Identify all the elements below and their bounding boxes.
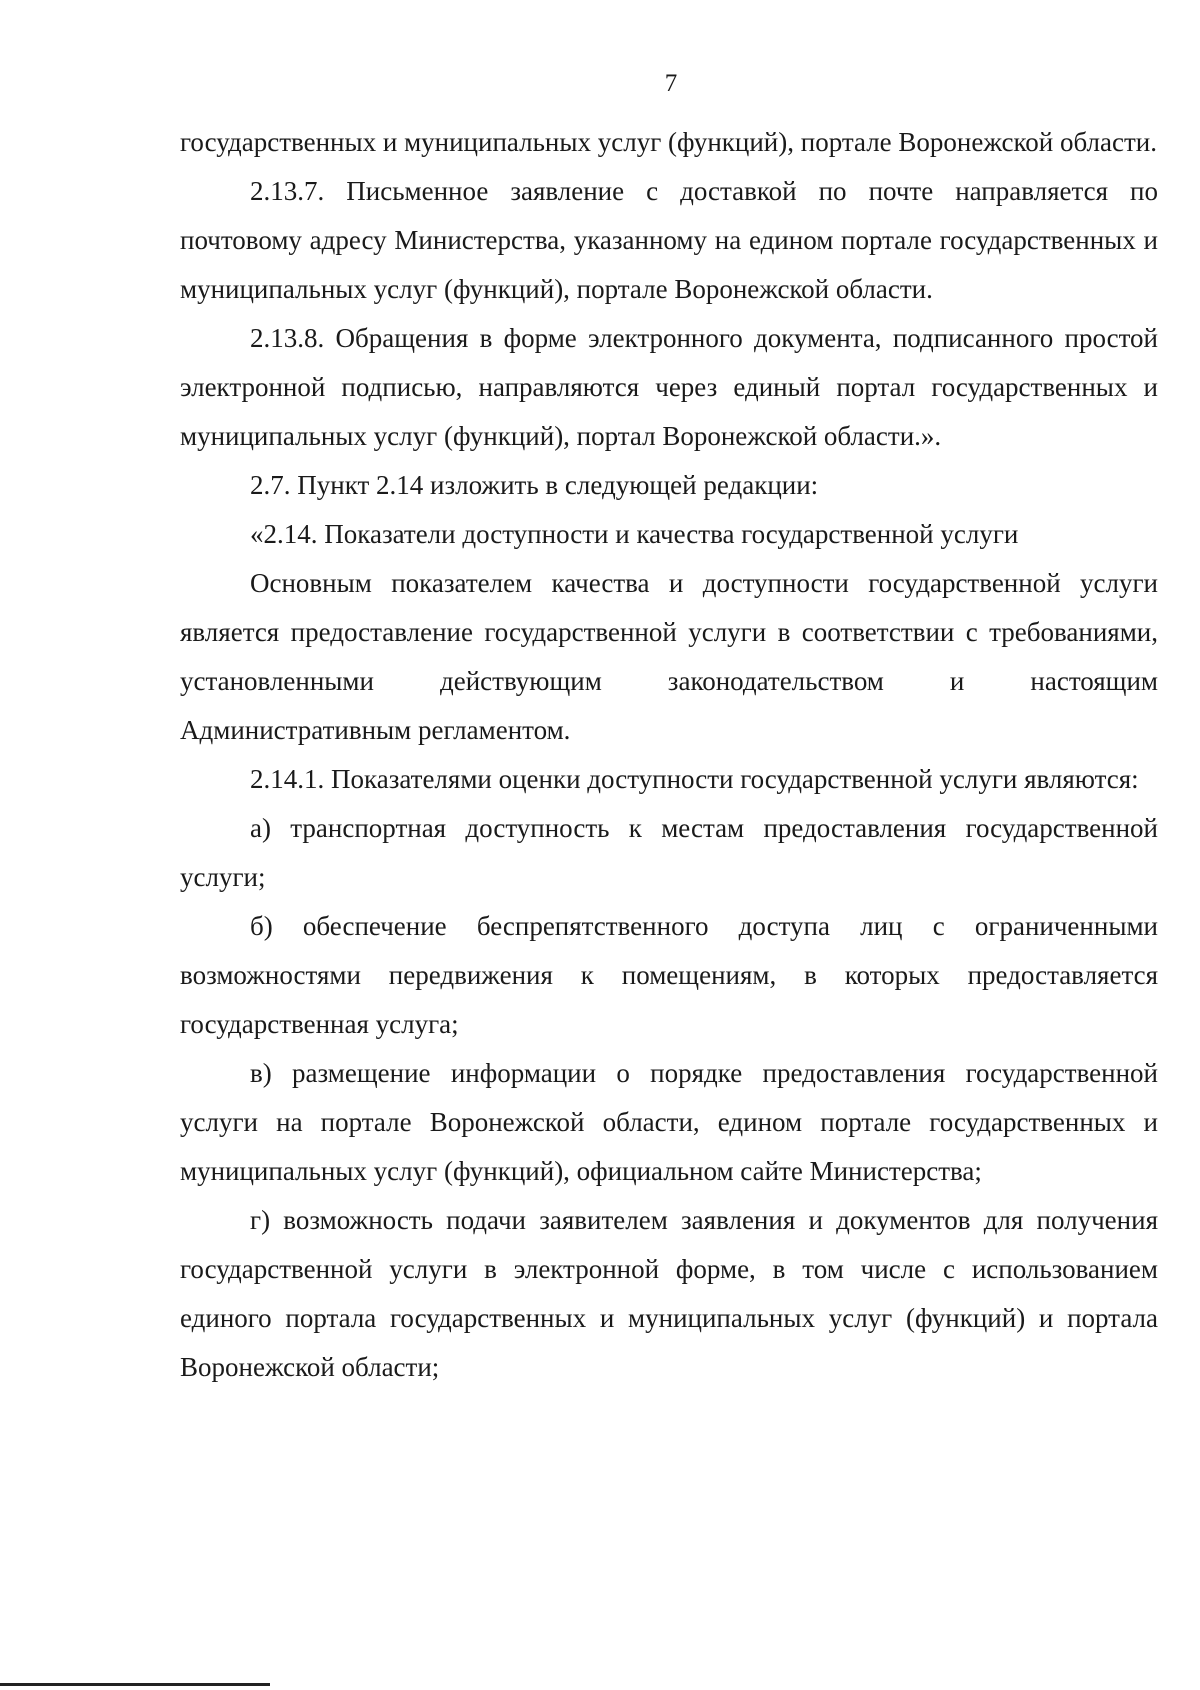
- list-item-v: в) размещение информации о порядке предоставления государственной услуги на портале Воронежской области, едином портале государственных и муниципальных услуг (функций), официальном сайте Министерства;: [180, 1058, 1158, 1186]
- paragraph-2-14-1: 2.14.1. Показателями оценки доступности государственной услуги являются:: [250, 764, 1139, 794]
- paragraph-main-indicator: Основным показателем качества и доступности государственной услуги является предоставление государственной услуги в соответствии с требованиями, установленными действующим законодательством и настоящим Административным регламентом.: [180, 568, 1158, 745]
- paragraph-2-7: 2.7. Пункт 2.14 изложить в следующей редакции:: [250, 470, 819, 500]
- list-item-b: б) обеспечение беспрепятственного доступа лиц с ограниченными возможностями передвижения к помещениям, в которых предоставляется государственная услуга;: [180, 911, 1158, 1039]
- paragraph-continuation: государственных и муниципальных услуг (функций), портале Воронежской области.: [180, 127, 1157, 157]
- document-body: [180, 118, 1158, 1392]
- list-item-a: а) транспортная доступность к местам предоставления государственной услуги;: [180, 813, 1158, 892]
- section-heading-2-14: «2.14. Показатели доступности и качества государственной услуги: [250, 519, 1019, 549]
- paragraph-2-13-7: 2.13.7. Письменное заявление с доставкой по почте направляется по почтовому адресу Министерства, указанному на едином портале государственных и муниципальных услуг (функций), портале Воронежской области.: [180, 176, 1158, 304]
- list-item-g: г) возможность подачи заявителем заявления и документов для получения государственной услуги в электронной форме, в том числе с использованием единого портала государственных и муниципальных услуг (функций) и портала Воронежской области;: [180, 1205, 1158, 1382]
- page-number: 7: [664, 70, 678, 97]
- paragraph-2-13-8: 2.13.8. Обращения в форме электронного документа, подписанного простой электронной подписью, направляются через единый портал государственных и муниципальных услуг (функций), портал Воронежской области.».: [180, 323, 1158, 451]
- footer-rule: [0, 1683, 270, 1686]
